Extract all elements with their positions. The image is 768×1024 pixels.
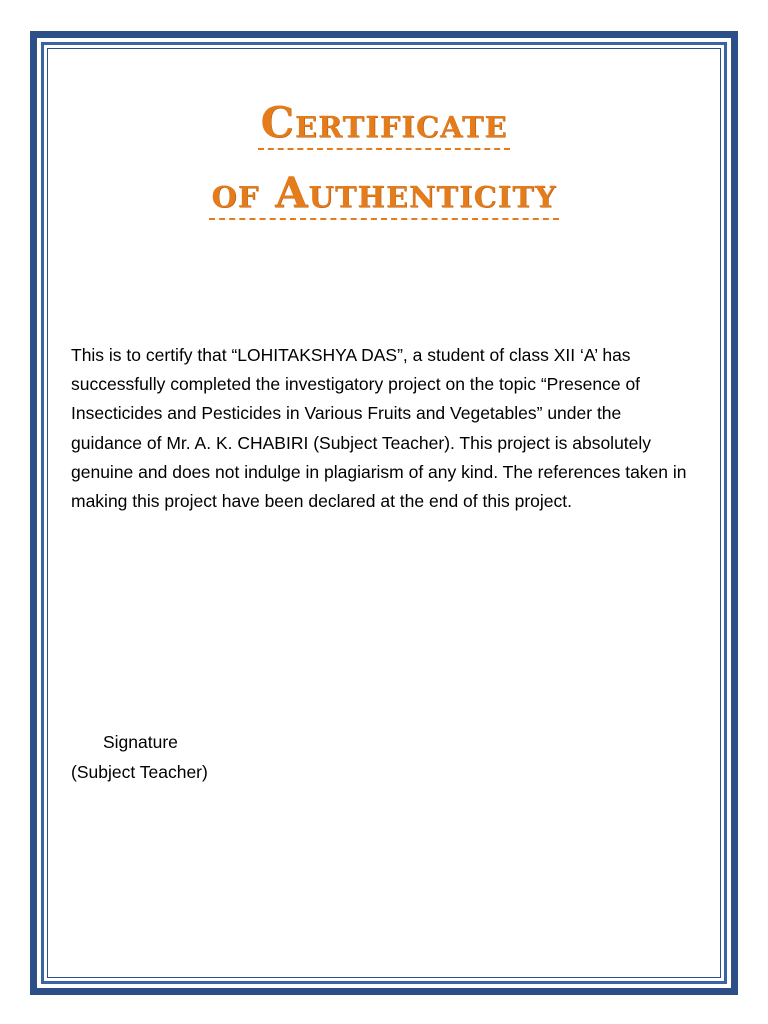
signature-role: (Subject Teacher) — [71, 762, 208, 782]
title-line-1-text: Certificate — [258, 100, 509, 150]
title-line-2-text: of Authenticity — [209, 170, 558, 220]
signature-label: Signature — [103, 732, 178, 752]
certificate-body-text: This is to certify that “LOHITAKSHYA DAS”, a student of class XII ‘A’ has successfully completed the investigatory project on the topic “Presence of Insecticides and Pesticides in Various Fruits and Vegetables” under the guidance of Mr. A. K. CHABIRI (Subject Teacher). This project is absolutely genuine and does not indulge in plagiarism of any kind. The references taken in making this project have been declared at the end of this project. — [71, 345, 687, 512]
certificate-title-line-1 — [0, 100, 768, 150]
certificate-title-line-2 — [0, 170, 768, 220]
